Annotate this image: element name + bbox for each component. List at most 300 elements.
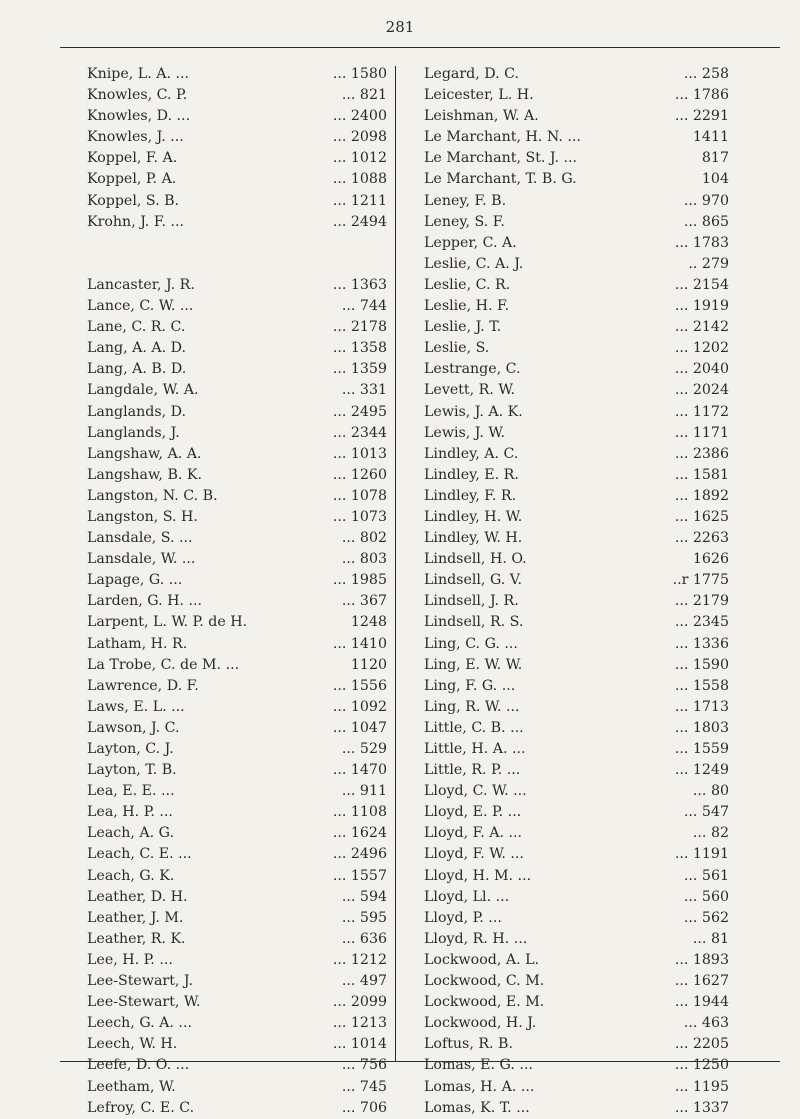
index-entry (87, 317, 387, 338)
index-entry (424, 992, 729, 1013)
index-entry (87, 781, 387, 802)
entry-number: ... 1337 (674, 1099, 729, 1116)
entry-number: 1248 (350, 614, 387, 631)
entry-name: Le Marchant, St. J. ... (424, 150, 578, 167)
entry-number: ... 1172 (674, 403, 729, 420)
entry-number: ... 1195 (674, 1078, 729, 1095)
entry-name: Leach, G. K. (87, 867, 175, 884)
index-entry (87, 169, 387, 190)
entry-name: Lloyd, P. ... (424, 909, 502, 926)
entry-name: Lancaster, J. R. (87, 276, 195, 293)
entry-name: Levett, R. W. (424, 382, 515, 399)
index-entry (424, 612, 729, 633)
entry-name: Leicester, L. H. (424, 87, 534, 104)
index-entry (424, 254, 729, 275)
index-entry (424, 1098, 729, 1119)
index-entry (87, 866, 387, 887)
entry-number: ... 2263 (674, 530, 729, 547)
entry-name: Leech, G. A. ... (87, 1015, 192, 1032)
index-entry (87, 739, 387, 760)
entry-number: ... 1171 (674, 424, 729, 441)
index-entry (424, 317, 729, 338)
entry-number: ... 1713 (674, 698, 729, 715)
entry-name: Lee-Stewart, J. (87, 973, 194, 990)
entry-name: Knowles, C. P. (87, 87, 188, 104)
entry-name: Leetham, W. (87, 1078, 176, 1095)
index-entry (424, 148, 729, 169)
entry-number: ... 1012 (332, 150, 387, 167)
index-entry (424, 191, 729, 212)
index-entry (424, 676, 729, 697)
index-entry (87, 844, 387, 865)
entry-name: Lloyd, C. W. ... (424, 783, 527, 800)
index-entry (424, 486, 729, 507)
index-entry (424, 85, 729, 106)
entry-number: ... 1191 (674, 846, 729, 863)
left-index-column (87, 64, 387, 1119)
index-entry (424, 1013, 729, 1034)
index-entry (87, 655, 387, 676)
index-entry (424, 844, 729, 865)
index-entry (424, 233, 729, 254)
entry-number: ... 1047 (332, 719, 387, 736)
entry-name: Krohn, J. F. ... (87, 213, 185, 230)
entry-name: Leslie, S. (424, 340, 490, 357)
entry-name: Lockwood, E. M. (424, 994, 545, 1011)
entry-name: Lang, A. B. D. (87, 361, 187, 378)
index-entry (424, 950, 729, 971)
entry-number: ... 1627 (674, 973, 729, 990)
index-entry (87, 106, 387, 127)
entry-number: ... 529 (341, 741, 387, 757)
entry-name: Leishman, W. A. (424, 108, 539, 125)
index-entry (87, 549, 387, 570)
entry-name: Leech, W. H. (87, 1036, 178, 1053)
entry-name: Lindley, E. R. (424, 466, 519, 483)
entry-number: ... 2179 (674, 593, 729, 610)
index-entry (424, 423, 729, 444)
entry-number: ... 2178 (332, 319, 387, 336)
index-entry (87, 254, 387, 275)
index-entry (87, 971, 387, 992)
entry-number: ... 970 (683, 192, 729, 209)
entry-number: ... 745 (341, 1078, 387, 1095)
index-entry (87, 359, 387, 380)
index-entry (424, 718, 729, 739)
entry-name: Leach, C. E. ... (87, 846, 192, 863)
entry-name: Lee-Stewart, W. (87, 994, 201, 1011)
index-entry (424, 296, 729, 317)
index-entry (87, 233, 387, 254)
entry-number: 1120 (350, 656, 387, 673)
entry-name: Larden, G. H. ... (87, 593, 203, 610)
entry-number: ... 1786 (674, 87, 729, 104)
entry-name: Lomas, H. A. ... (424, 1078, 535, 1095)
entry-name: Ling, C. G. ... (424, 635, 518, 652)
entry-name: Leather, R. K. (87, 930, 186, 947)
index-entry (424, 528, 729, 549)
entry-name: Lindley, F. R. (424, 487, 517, 504)
entry-name: Lindley, A. C. (424, 445, 519, 462)
entry-number: ... 1088 (332, 171, 387, 188)
index-entry (87, 507, 387, 528)
index-entry (87, 1077, 387, 1098)
index-entry (87, 697, 387, 718)
index-entry (424, 1034, 729, 1055)
index-entry (424, 739, 729, 760)
index-entry (87, 528, 387, 549)
entry-name: Koppel, S. B. (87, 192, 180, 209)
entry-name: Leather, D. H. (87, 888, 188, 905)
index-entry (424, 887, 729, 908)
entry-name: Lang, A. A. D. (87, 340, 187, 357)
entry-number: ... 1078 (332, 487, 387, 504)
entry-number: ... 744 (341, 298, 387, 315)
entry-name: Lansdale, W. ... (87, 551, 196, 568)
index-entry (87, 887, 387, 908)
entry-name: Lefroy, C. E. C. (87, 1099, 195, 1116)
index-entry (424, 1055, 729, 1076)
entry-name: Lestrange, C. (424, 361, 521, 378)
index-entry (87, 380, 387, 401)
entry-name: Langlands, J. (87, 424, 180, 441)
index-entry (424, 570, 729, 591)
entry-name: Leney, F. B. (424, 192, 507, 209)
entry-number: ... 463 (683, 1015, 729, 1032)
entry-number: ... 1580 (332, 66, 387, 82)
entry-name: Langston, S. H. (87, 508, 198, 525)
index-entry (424, 760, 729, 781)
index-entry (87, 64, 387, 85)
entry-name: Lindsell, H. O. (424, 551, 527, 568)
index-entry (87, 212, 387, 233)
index-entry (424, 359, 729, 380)
entry-number: ... 1556 (332, 677, 387, 694)
entry-number: 1626 (692, 551, 729, 568)
entry-number: ... 1358 (332, 340, 387, 357)
entry-name: Koppel, P. A. (87, 171, 177, 188)
entry-number (353, 233, 387, 254)
index-entry (87, 1013, 387, 1034)
entry-number: ... 81 (692, 930, 729, 947)
entry-name: Leefe, D. O. ... (87, 1057, 190, 1074)
entry-number: .. 279 (688, 255, 729, 272)
entry-name: Layton, C. J. (87, 741, 174, 757)
entry-number: ... 562 (683, 909, 729, 926)
entry-number: ... 1260 (332, 466, 387, 483)
index-entry (424, 655, 729, 676)
entry-name: Lloyd, H. M. ... (424, 867, 532, 884)
entry-name: Lawson, J. C. (87, 719, 180, 736)
index-entry (87, 634, 387, 655)
entry-number: ... 1211 (332, 192, 387, 209)
index-entry (87, 85, 387, 106)
entry-name: Langshaw, B. K. (87, 466, 203, 483)
entry-number: ... 803 (341, 551, 387, 568)
index-entry (87, 823, 387, 844)
entry-name: Lea, E. E. ... (87, 783, 175, 800)
entry-number: ... 1212 (332, 951, 387, 968)
index-entry (87, 275, 387, 296)
index-entry (87, 591, 387, 612)
entry-name: Lance, C. W. ... (87, 298, 194, 315)
entry-number: ... 2345 (674, 614, 729, 631)
entry-number: 104 (701, 171, 729, 188)
entry-number: ... 1625 (674, 508, 729, 525)
index-entry (87, 338, 387, 359)
index-entry (87, 760, 387, 781)
entry-name: Lloyd, Ll. ... (424, 888, 510, 905)
entry-number: ... 1108 (332, 804, 387, 821)
entry-name: Loftus, R. B. (424, 1036, 513, 1053)
index-entry (424, 697, 729, 718)
entry-number: ... 1590 (674, 656, 729, 673)
entry-number: ... 595 (341, 909, 387, 926)
entry-name: Little, R. P. ... (424, 762, 521, 779)
entry-number: ... 2142 (674, 319, 729, 336)
entry-number: ... 1557 (332, 867, 387, 884)
entry-number: ... 802 (341, 530, 387, 547)
index-entry (424, 802, 729, 823)
entry-name: Lloyd, F. A. ... (424, 825, 523, 842)
bottom-rule (60, 1061, 780, 1062)
entry-name: Knowles, J. ... (87, 129, 184, 146)
entry-number: ... 80 (692, 783, 729, 800)
entry-number: ... 2291 (674, 108, 729, 125)
entry-name: Lindsell, J. R. (424, 593, 519, 610)
entry-name: Leslie, C. R. (424, 276, 511, 293)
entry-name: Lomas, K. T. ... (424, 1099, 530, 1116)
entry-name: Leslie, H. F. (424, 298, 510, 315)
entry-number: ... 1410 (332, 635, 387, 652)
index-entry (424, 402, 729, 423)
entry-number: ... 1985 (332, 572, 387, 589)
index-entry (424, 507, 729, 528)
index-entry (87, 191, 387, 212)
entry-number: ... 1014 (332, 1036, 387, 1053)
index-entry (424, 823, 729, 844)
entry-number: ... 561 (683, 867, 729, 884)
entry-name: Lindsell, R. S. (424, 614, 524, 631)
entry-number: ... 82 (692, 825, 729, 842)
index-entry (424, 549, 729, 570)
entry-name: Lindley, W. H. (424, 530, 523, 547)
index-entry (87, 1098, 387, 1119)
top-rule (60, 47, 780, 48)
right-index-column (424, 64, 729, 1119)
entry-number: ... 865 (683, 213, 729, 230)
entry-number: 817 (701, 150, 729, 167)
entry-name: Legard, D. C. (424, 66, 519, 82)
entry-name: Knipe, L. A. ... (87, 66, 190, 82)
entry-number: ... 2098 (332, 129, 387, 146)
index-entry (87, 570, 387, 591)
entry-number: ... 1092 (332, 698, 387, 715)
entry-number: ... 2154 (674, 276, 729, 293)
entry-name: Lloyd, F. W. ... (424, 846, 524, 863)
entry-number: ... 560 (683, 888, 729, 905)
entry-name: Lapage, G. ... (87, 572, 183, 589)
entry-number: ... 821 (341, 87, 387, 104)
entry-name: Lewis, J. W. (424, 424, 506, 441)
index-entry (424, 634, 729, 655)
index-entry (87, 1055, 387, 1076)
entry-number: ... 1249 (674, 762, 729, 779)
index-entry (424, 338, 729, 359)
entry-number: ... 706 (341, 1099, 387, 1116)
entry-name: Lansdale, S. ... (87, 530, 193, 547)
entry-name: Lockwood, C. M. (424, 973, 545, 990)
entry-number: 1411 (692, 129, 729, 146)
index-entry (424, 908, 729, 929)
entry-name: Lewis, J. A. K. (424, 403, 523, 420)
entry-number: ... 2496 (332, 846, 387, 863)
entry-name: Lane, C. R. C. (87, 319, 186, 336)
entry-number: ... 1919 (674, 298, 729, 315)
entry-name: Leather, J. M. (87, 909, 184, 926)
index-entry (424, 866, 729, 887)
entry-name: La Trobe, C. de M. ... (87, 656, 240, 673)
entry-number: ... 1363 (332, 276, 387, 293)
entry-number: ... 1558 (674, 677, 729, 694)
entry-number: ... 1013 (332, 445, 387, 462)
index-entry (87, 718, 387, 739)
entry-number: ... 497 (341, 973, 387, 990)
entry-number (353, 254, 387, 275)
entry-number: ... 1624 (332, 825, 387, 842)
entry-name: Lindsell, G. V. (424, 572, 523, 589)
entry-name: Lockwood, A. L. (424, 951, 540, 968)
index-entry (87, 992, 387, 1013)
index-entry (87, 486, 387, 507)
entry-number: ... 2495 (332, 403, 387, 420)
entry-name: Ling, F. G. ... (424, 677, 516, 694)
entry-name: Lee, H. P. ... (87, 951, 173, 968)
entry-name: Langdale, W. A. (87, 382, 199, 399)
index-entry (424, 971, 729, 992)
entry-name: Leslie, J. T. (424, 319, 502, 336)
entry-name: Knowles, D. ... (87, 108, 191, 125)
entry-name: Layton, T. B. (87, 762, 177, 779)
index-entry (87, 802, 387, 823)
entry-name: Lockwood, H. J. (424, 1015, 537, 1032)
index-entry (424, 169, 729, 190)
entry-name: Little, H. A. ... (424, 741, 526, 757)
entry-number: ... 258 (683, 66, 729, 82)
index-entry (424, 380, 729, 401)
index-entry (87, 402, 387, 423)
entry-name: Leslie, C. A. J. (424, 255, 524, 272)
entry-name: Le Marchant, H. N. ... (424, 129, 581, 146)
entry-name: Larpent, L. W. P. de H. (87, 614, 248, 631)
index-entry (424, 929, 729, 950)
entry-number: ... 1559 (674, 741, 729, 757)
entry-name: Langston, N. C. B. (87, 487, 218, 504)
index-entry (424, 64, 729, 85)
index-entry (87, 127, 387, 148)
entry-number: ... 1250 (674, 1057, 729, 1074)
entry-name: Lepper, C. A. (424, 234, 517, 251)
index-entry (424, 275, 729, 296)
entry-name: Lindley, H. W. (424, 508, 523, 525)
entry-number: ... 636 (341, 930, 387, 947)
index-entry (87, 1034, 387, 1055)
entry-number: ... 1944 (674, 994, 729, 1011)
index-entry (87, 444, 387, 465)
index-entry (424, 465, 729, 486)
index-entry (424, 212, 729, 233)
index-entry (424, 591, 729, 612)
index-entry (87, 612, 387, 633)
entry-number: ... 1336 (674, 635, 729, 652)
entry-name: Lea, H. P. ... (87, 804, 173, 821)
entry-number: ... 1470 (332, 762, 387, 779)
entry-number: ... 1783 (674, 234, 729, 251)
index-entry (87, 929, 387, 950)
entry-name: Langlands, D. (87, 403, 186, 420)
entry-name: Lomas, E. G. ... (424, 1057, 533, 1074)
entry-name: Little, C. B. ... (424, 719, 524, 736)
index-entry (87, 676, 387, 697)
entry-name: Laws, E. L. ... (87, 698, 185, 715)
entry-name: Ling, E. W. W. (424, 656, 523, 673)
entry-number: ... 2040 (674, 361, 729, 378)
index-entry (424, 127, 729, 148)
entry-number: ... 1202 (674, 340, 729, 357)
index-entry (87, 950, 387, 971)
index-entry (424, 106, 729, 127)
entry-number: ... 756 (341, 1057, 387, 1074)
entry-number: ... 2024 (674, 382, 729, 399)
entry-number: ... 367 (341, 593, 387, 610)
entry-name: Langshaw, A. A. (87, 445, 202, 462)
index-entry (87, 908, 387, 929)
entry-number: ... 331 (341, 382, 387, 399)
entry-number: ... 1073 (332, 508, 387, 525)
entry-name: Ling, R. W. ... (424, 698, 520, 715)
entry-number: ... 1803 (674, 719, 729, 736)
entry-name: Latham, H. R. (87, 635, 188, 652)
entry-name: Leney, S. F. (424, 213, 505, 230)
entry-name: Koppel, F. A. (87, 150, 178, 167)
entry-number: ... 2205 (674, 1036, 729, 1053)
entry-name: Lloyd, R. H. ... (424, 930, 528, 947)
index-entry (424, 1077, 729, 1098)
entry-number: ... 2099 (332, 994, 387, 1011)
index-entry (87, 296, 387, 317)
index-entry (87, 148, 387, 169)
entry-number: ... 1893 (674, 951, 729, 968)
entry-number: ... 1213 (332, 1015, 387, 1032)
entry-number: ... 1581 (674, 466, 729, 483)
index-entry (424, 444, 729, 465)
entry-number: ... 1359 (332, 361, 387, 378)
page-number: 281 (385, 18, 415, 36)
entry-number: ... 594 (341, 888, 387, 905)
index-entry (87, 465, 387, 486)
entry-name: Le Marchant, T. B. G. (424, 171, 577, 188)
entry-number: ... 1892 (674, 487, 729, 504)
entry-number: ..r 1775 (672, 572, 729, 589)
column-divider (395, 66, 396, 1061)
index-entry (87, 423, 387, 444)
entry-number: ... 2344 (332, 424, 387, 441)
entry-name: Lloyd, E. P. ... (424, 804, 522, 821)
index-entry (424, 781, 729, 802)
entry-name: Lawrence, D. F. (87, 677, 199, 694)
entry-number: ... 2386 (674, 445, 729, 462)
entry-name: Leach, A. G. (87, 825, 174, 842)
